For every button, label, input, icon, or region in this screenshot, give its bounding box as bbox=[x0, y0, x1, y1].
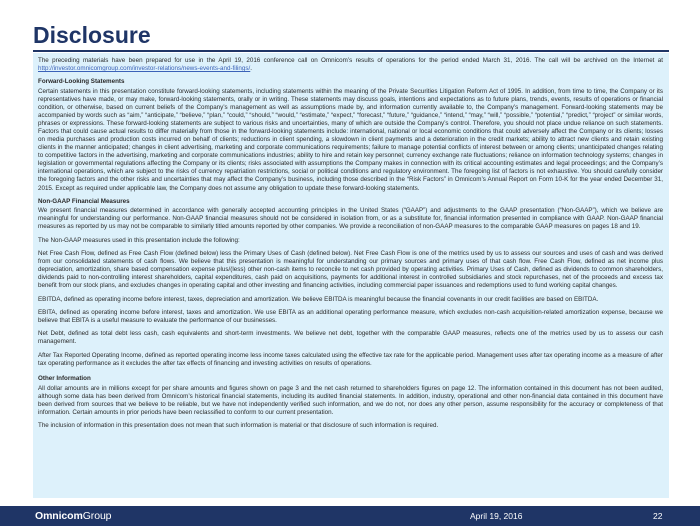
other-information-paragraph: All dollar amounts are in millions except for per share amounts and figures shown on page 3 and the net cash returned to shareholders figures on page 12. The information contained in this document has not been audited, although some data has been derived from Omnicom’s historical financial statements, including its audited financial statements. In addition, industry, operational and other non-financial data contained in this document have been derived from sources that we believe to be reliable, but we have not independently verified such information, and we do not, nor does any other person, assume responsibility for the accuracy or completeness of that information. Certain amounts in prior periods have been reclassified to conform to our current presentation. bbox=[38, 384, 663, 416]
omnicom-group-logo bbox=[35, 510, 111, 523]
intro-text: The preceding materials have been prepared for use in the April 19, 2016 conference call on Omnicom’s results of operations for the period ended March 31, 2016. The call will be archived on the Internet at bbox=[38, 57, 663, 64]
page-title: Disclosure bbox=[33, 22, 151, 48]
non-gaap-paragraph: The Non-GAAP measures used in this presentation include the following: bbox=[38, 236, 240, 244]
title-divider bbox=[33, 50, 669, 52]
non-gaap-heading: Non-GAAP Financial Measures bbox=[38, 197, 130, 205]
brand-suffix: Group bbox=[82, 510, 112, 522]
other-information-paragraph: The inclusion of information in this presentation does not mean that such information is material or that disclosure of such information is required. bbox=[38, 422, 439, 430]
forward-looking-heading: Forward-Looking Statements bbox=[38, 78, 125, 86]
intro-end: . bbox=[250, 65, 252, 73]
non-gaap-paragraph: We present financial measures determined in accordance with generally accepted accounting principles in the United States (“GAAP”) and adjustments to the GAAP presentation (“Non-GAAP”), which we believe are meaningful for understanding our performance. Non-GAAP financial measures should not be considered in isolation from, or as a substitute for, financial information presented in compliance with GAAP. Non-GAAP financial measures as reported by us may not be comparable to similarly titled amounts reported by other companies. We provide a reconciliation of non-GAAP measures to the comparable GAAP measures on pages 18 and 19. bbox=[38, 207, 663, 231]
other-information-heading: Other Information bbox=[38, 375, 91, 383]
page-number: 22 bbox=[653, 511, 663, 521]
net-free-cash-flow-paragraph: Net Free Cash Flow, defined as Free Cash Flow (defined below) less the Primary Uses of Cash (defined below). Net Free Cash Flow is one of the metrics used by us to assess our sources and uses of cash and was derived from our consolidated statements of cash flows. We believe that this presentation is meaningful for understanding our primary sources and primary uses of that cash flow. Free Cash Flow, defined as net income plus depreciation, amortization, share based compensation expense plus/(less) other non-cash items to reconcile to net cash provided by operating activities. Primary Uses of Cash, defined as dividends to common shareholders, dividends paid to non-controlling interest shareholders, capital expenditures, cash paid on acquisitions, payments for additional interest in controlled subsidiaries and stock repurchases, net of the proceeds and excess tax benefit from our stock plans, and excludes changes in operating capital and other investing and financing activities, including commercial paper issuances and redemptions used to fund working capital changes. bbox=[38, 250, 663, 290]
ebitda-paragraph: EBITDA, defined as operating income before interest, taxes, depreciation and amortization. We believe EBITDA is meaningful because the financial covenants in our credit facilities are based on EBITDA. bbox=[38, 295, 599, 303]
after-tax-operating-income-paragraph: After Tax Reported Operating Income, defined as reported operating income less income taxes calculated using the effective tax rate for the applicable period. Management uses after tax operating income as a measure of after tax operating performance as it excludes the after tax effects of financing and investing activities on results of operations. bbox=[38, 351, 663, 367]
investor-relations-link[interactable]: http://investor.omnicomgroup.com/investor-relations/news-events-and-filings/ bbox=[38, 65, 251, 73]
brand-name: Omnicom bbox=[35, 510, 83, 522]
footer-date: April 19, 2016 bbox=[470, 511, 523, 521]
disclosure-content bbox=[33, 53, 669, 498]
net-debt-paragraph: Net Debt, defined as total debt less cash, cash equivalents and short-term investments. We believe net debt, together with the comparable GAAP measures, reflects one of the metrics used by us to assess our cash management. bbox=[38, 330, 663, 346]
forward-looking-paragraph: Certain statements in this presentation constitute forward-looking statements, including statements within the meaning of the Private Securities Litigation Reform Act of 1995. In addition, from time to time, the Company or its representatives have made, or may make, forward-looking statements, orally or in writing. These statements may discuss goals, intentions and expectations as to future plans, trends, events, results of operations or financial condition, or otherwise, based on current beliefs of the Company’s management as well as assumptions made by, and information currently available to, the Company’s management. Forward-looking statements may be accompanied by words such as “aim,” “anticipate,” “believe,” “plan,” “could,” “should,” “would,” “estimate,” “expect,” “forecast,” “future,” “guidance,” “intend,” “may,” “will,” “possible,” “potential,” “predict,” “project” or similar words, phrases or expressions. These forward-looking statements are subject to various risks and uncertainties, many of which are outside the Company’s control. Therefore, you should not place undue reliance on such statements. Factors that could cause actual results to differ materially from those in the forward-looking statements include: international, national or local economic conditions that could adversely affect the Company or its clients; losses on media purchases and production costs incurred on behalf of clients; reductions in client spending, a slowdown in client payments and a deterioration in the credit markets; ability to attract new clients and retain existing clients in the manner anticipated; changes in client advertising, marketing and corporate communications requirements; failure to manage potential conflicts of interest between or among clients; unanticipated changes relating to competitive factors in the advertising, marketing and corporate communications industries; ability to hire and retain key personnel; currency exchange rate fluctuations; reliance on information technology systems; changes in legislation or governmental regulations affecting the Company or its clients; risks associated with assumptions the Company makes in connection with its critical accounting estimates and legal proceedings; and the Company’s international operations, which are subject to the risks of currency repatriation restrictions, social or political conditions and regulatory environment. The foregoing list of factors is not exhaustive. You should carefully consider the foregoing factors and the other risks and uncertainties that may affect the Company’s business, including those described in the “Risk Factors” in Omnicom’s Annual Report on Form 10-K for the year ended December 31, 2015. Except as required under applicable law, the Company does not assume any obligation to update these forward-looking statements. bbox=[38, 87, 663, 192]
ebita-paragraph: EBITA, defined as operating income before interest, taxes and amortization. We use EBITA as an additional operating performance measure, which excludes non-cash acquisition-related amortization expense, because we believe that EBITA is a useful measure to evaluate the performance of our businesses. bbox=[38, 309, 663, 325]
footer-bar bbox=[0, 506, 700, 526]
intro-paragraph bbox=[38, 57, 663, 73]
